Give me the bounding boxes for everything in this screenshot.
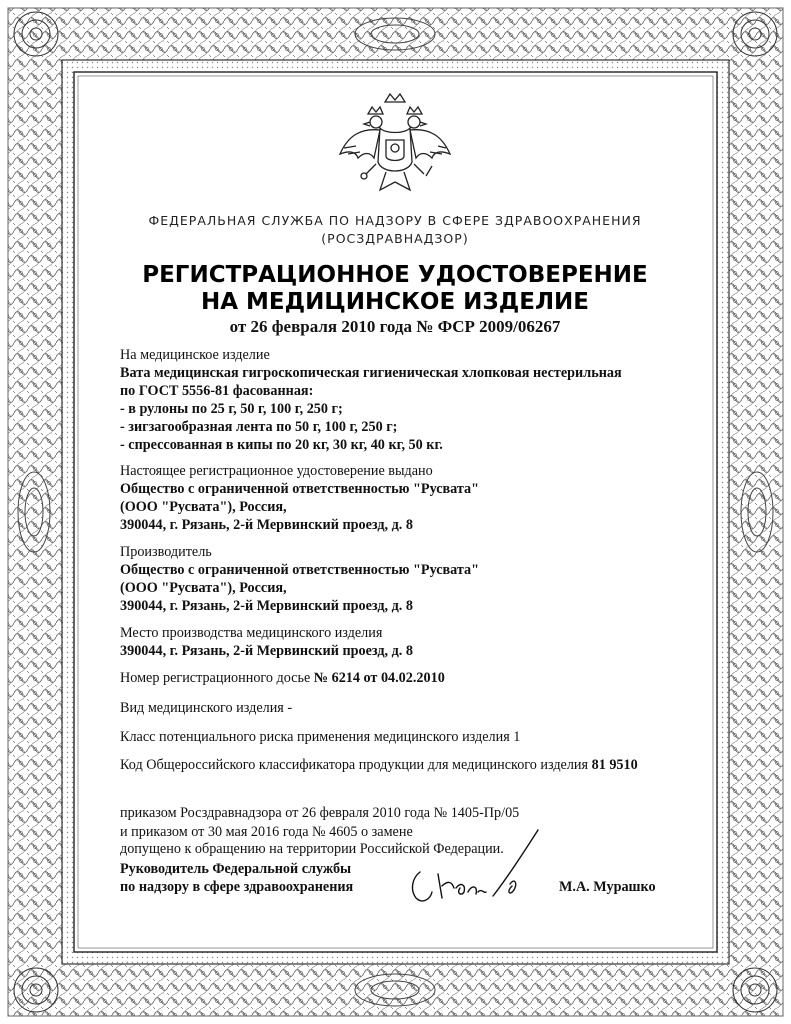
order-line1: приказом Росздравнадзора от 26 февраля 2010 года № 1405-Пр/05 — [120, 805, 520, 821]
product-name-line2: по ГОСТ 5556-81 фасованная: — [120, 383, 314, 399]
signer-title-line1: Руководитель Федеральной службы — [120, 861, 352, 877]
okp-code-value: 81 9510 — [591, 757, 638, 773]
manufacturer-address: 390044, г. Рязань, 2-й Мервинский проезд, д. 8 — [120, 598, 413, 614]
manufacturer-org: Общество с ограниченной ответственностью "Русвата" — [120, 562, 480, 578]
risk-class-label: Класс потенциального риска применения медицинского изделия — [120, 729, 514, 745]
manufacturer-label: Производитель — [120, 544, 212, 560]
okp-code-label: Код Общероссийского классификатора продукции для медицинского изделия — [120, 757, 592, 773]
issued-to-org-short: (ООО "Русвата"), Россия, — [120, 499, 287, 515]
product-name-line1: Вата медицинская гигроскопическая гигиеническая хлопковая нестерильная — [120, 365, 622, 381]
product-variant-bales: - спрессованная в кипы по 20 кг, 30 кг, 40 кг, 50 кг. — [120, 437, 443, 453]
issued-to-address: 390044, г. Рязань, 2-й Мервинский проезд, д. 8 — [120, 517, 413, 533]
risk-class-value: 1 — [513, 729, 521, 745]
signer-title-line2: по надзору в сфере здравоохранения — [120, 879, 354, 895]
manufacturer-org-short: (ООО "Русвата"), Россия, — [120, 580, 287, 596]
handwritten-signature — [398, 822, 558, 912]
agency-name: ФЕДЕРАЛЬНАЯ СЛУЖБА ПО НАДЗОРУ В СФЕРЕ ЗДРАВООХРАНЕНИЯ — [148, 213, 642, 228]
product-variant-rolls: - в рулоны по 25 г, 50 г, 100 г, 250 г; — [120, 401, 343, 417]
order-line3: допущено к обращению на территории Российской Федерации. — [120, 841, 504, 857]
risk-class — [120, 728, 520, 746]
issued-to-org: Общество с ограниченной ответственностью "Русвата" — [120, 481, 480, 497]
certificate-subtitle: НА МЕДИЦИНСКОЕ ИЗДЕЛИЕ — [200, 289, 590, 315]
dossier-label: Номер регистрационного досье — [120, 670, 314, 686]
dossier-number — [120, 669, 445, 687]
certificate-date-number: от 26 февраля 2010 года № ФСР 2009/06267 — [229, 317, 561, 336]
product-variant-tape: - зигзагообразная лента по 50 г, 100 г, 250 г; — [120, 419, 398, 435]
production-site-address: 390044, г. Рязань, 2-й Мервинский проезд, д. 8 — [120, 643, 413, 659]
order-line2: и приказом от 30 мая 2016 года № 4605 о замене — [120, 824, 413, 840]
agency-abbreviation: (РОСЗДРАВНАДЗОР) — [321, 231, 469, 246]
certificate-title: РЕГИСТРАЦИОННОЕ УДОСТОВЕРЕНИЕ — [142, 262, 648, 288]
signer-name: М.А. Мурашко — [559, 879, 656, 895]
product-label: На медицинское изделие — [120, 347, 270, 363]
device-kind: Вид медицинского изделия - — [120, 700, 293, 716]
dossier-value: № 6214 от 04.02.2010 — [313, 670, 445, 686]
okp-code — [120, 756, 638, 774]
production-site-label: Место производства медицинского изделия — [120, 625, 383, 641]
issued-to-label: Настоящее регистрационное удостоверение выдано — [120, 463, 433, 479]
